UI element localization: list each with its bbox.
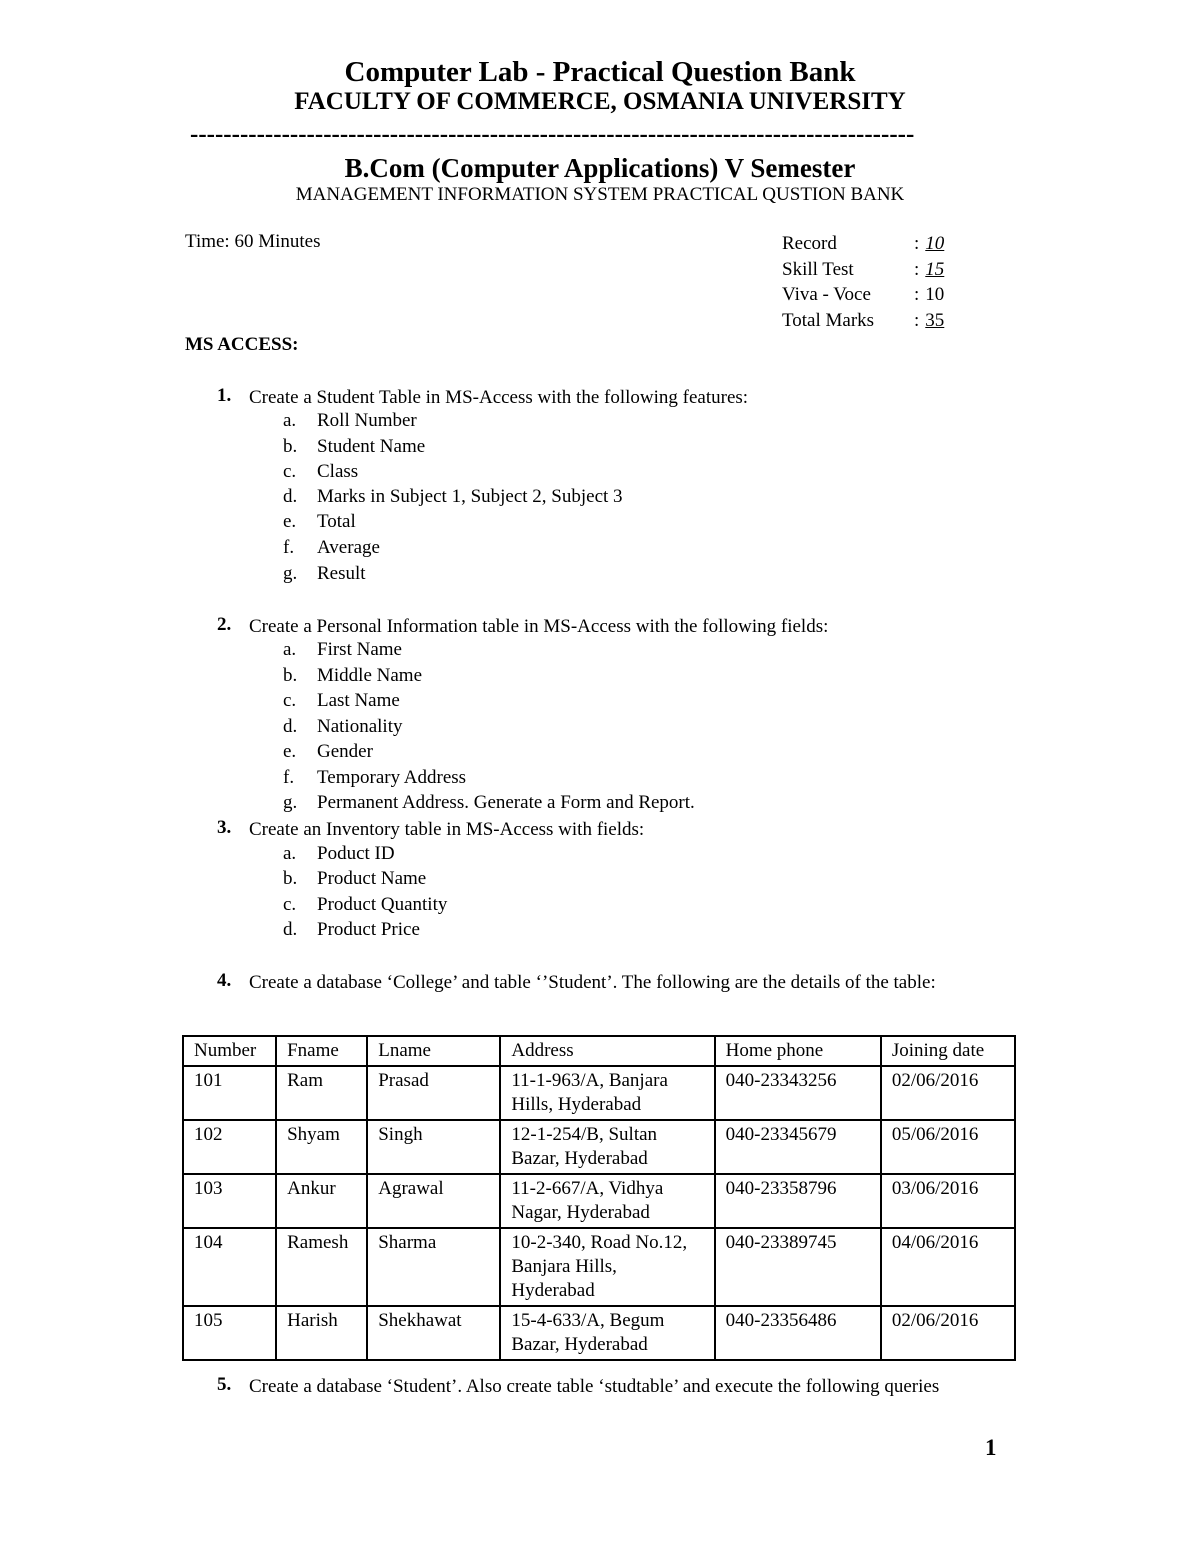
table-cell: 040-23345679 — [715, 1120, 881, 1174]
question-number: 3. — [217, 817, 232, 838]
divider-line: --------------------------------------------------------------------------------------- — [190, 121, 915, 148]
table-cell: 11-2-667/A, Vidhya Nagar, Hyderabad — [500, 1174, 714, 1228]
question-number: 2. — [217, 614, 232, 635]
table-cell: 03/06/2016 — [881, 1174, 1015, 1228]
column-header: Joining date — [881, 1036, 1015, 1066]
question-text: Create a Student Table in MS-Access with the following features: — [249, 387, 749, 408]
table-header-row — [183, 1036, 1015, 1066]
question-text: Create a database ‘Student’. Also create table ‘studtable’ and execute the following queries — [249, 1376, 940, 1397]
marks-row-record: Record : 10 — [782, 231, 944, 257]
marks-value: 35 — [925, 309, 945, 331]
section-heading: MS ACCESS: — [185, 334, 299, 355]
marks-breakdown — [782, 231, 944, 333]
faculty-heading: FACULTY OF COMMERCE, OSMANIA UNIVERSITY — [294, 88, 906, 115]
column-header: Home phone — [715, 1036, 881, 1066]
table-cell: 040-23389745 — [715, 1228, 881, 1306]
column-header: Fname — [276, 1036, 367, 1066]
document-title: Computer Lab - Practical Question Bank — [344, 56, 856, 88]
table-cell: 040-23358796 — [715, 1174, 881, 1228]
table-cell: 02/06/2016 — [881, 1306, 1015, 1360]
table-cell: 040-23356486 — [715, 1306, 881, 1360]
table-cell: Ramesh — [276, 1228, 367, 1306]
marks-row-skill-test: Skill Test : 15 — [782, 257, 944, 283]
page-number: 1 — [985, 1435, 997, 1460]
table-cell: Sharma — [367, 1228, 500, 1306]
column-header: Address — [500, 1036, 714, 1066]
table-cell: 12-1-254/B, Sultan Bazar, Hyderabad — [500, 1120, 714, 1174]
table-cell: 02/06/2016 — [881, 1066, 1015, 1120]
course-heading: B.Com (Computer Applications) V Semester — [344, 153, 856, 183]
table-row — [183, 1228, 1015, 1306]
marks-value: 15 — [925, 258, 945, 280]
column-header: Lname — [367, 1036, 500, 1066]
table-cell: Ankur — [276, 1174, 367, 1228]
table-cell: 102 — [183, 1120, 276, 1174]
marks-label: Record — [782, 233, 837, 254]
marks-row-total: Total Marks : 35 — [782, 308, 944, 334]
question-text: Create an Inventory table in MS-Access with fields: — [249, 819, 645, 840]
table-row — [183, 1120, 1015, 1174]
table-cell: 105 — [183, 1306, 276, 1360]
table-cell: 15-4-633/A, Begum Bazar, Hyderabad — [500, 1306, 714, 1360]
table-cell: Shyam — [276, 1120, 367, 1174]
question-text: Create a Personal Information table in MS-Access with the following fields: — [249, 616, 829, 637]
question-text: Create a database ‘College’ and table ‘’Student’. The following are the details of the table: — [249, 972, 936, 993]
marks-label: Viva - Voce — [782, 284, 871, 305]
table-cell: 05/06/2016 — [881, 1120, 1015, 1174]
question-number: 5. — [217, 1374, 232, 1395]
subject-heading: MANAGEMENT INFORMATION SYSTEM PRACTICAL QUSTION BANK — [295, 184, 905, 205]
student-details-table — [182, 1035, 1016, 1361]
marks-row-viva-voce: Viva - Voce : 10 — [782, 282, 944, 308]
marks-value: 10 — [925, 233, 945, 254]
table-cell: 11-1-963/A, Banjara Hills, Hyderabad — [500, 1066, 714, 1120]
table-cell: 040-23343256 — [715, 1066, 881, 1120]
table-row — [183, 1066, 1015, 1120]
marks-value: 10 — [925, 284, 945, 305]
table-cell: 04/06/2016 — [881, 1228, 1015, 1306]
column-header: Number — [183, 1036, 276, 1066]
marks-label: Skill Test — [782, 258, 854, 280]
table-cell: 101 — [183, 1066, 276, 1120]
table-cell: Harish — [276, 1306, 367, 1360]
table-cell: Singh — [367, 1120, 500, 1174]
question-number: 4. — [217, 970, 232, 991]
marks-label: Total Marks — [782, 309, 875, 331]
question-number: 1. — [217, 385, 232, 406]
time-label: Time: 60 Minutes — [185, 231, 321, 252]
table-cell: Agrawal — [367, 1174, 500, 1228]
table-cell: 10-2-340, Road No.12, Banjara Hills, Hyderabad — [500, 1228, 714, 1306]
table-row — [183, 1306, 1015, 1360]
table-cell: Ram — [276, 1066, 367, 1120]
table-cell: 104 — [183, 1228, 276, 1306]
table-cell: Prasad — [367, 1066, 500, 1120]
table-row — [183, 1174, 1015, 1228]
table-cell: Shekhawat — [367, 1306, 500, 1360]
table-cell: 103 — [183, 1174, 276, 1228]
